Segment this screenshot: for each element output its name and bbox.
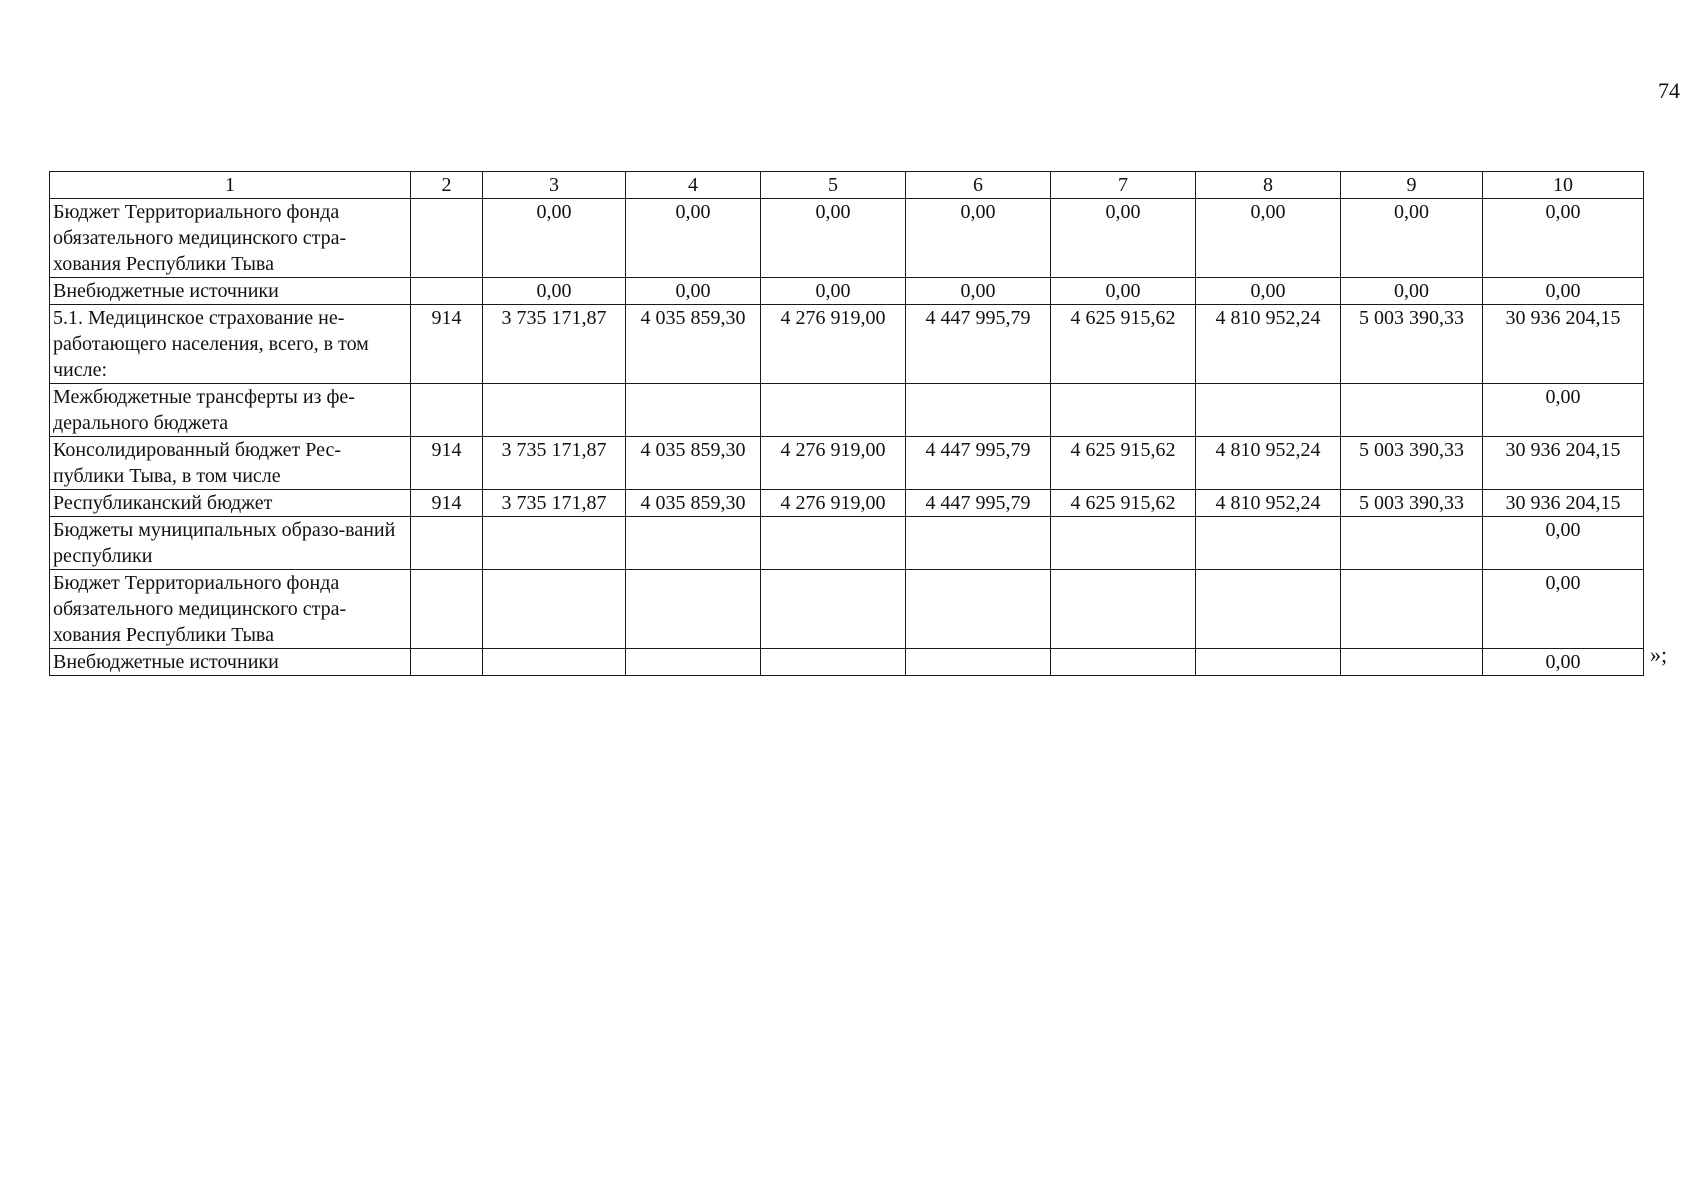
- table-cell: 5 003 390,33: [1341, 305, 1483, 384]
- row-label: Межбюджетные трансферты из фе-дерального бюджета: [50, 384, 411, 437]
- table-cell: [761, 570, 906, 649]
- table-cell: [906, 570, 1051, 649]
- row-label: Бюджет Территориального фонда обязательного медицинского стра-хования Республики Тыва: [50, 570, 411, 649]
- table-cell: [1341, 649, 1483, 676]
- table-row: [50, 517, 1644, 570]
- table-cell: 4 035 859,30: [626, 490, 761, 517]
- table-cell: 4 810 952,24: [1196, 490, 1341, 517]
- table-cell: 0,00: [1196, 199, 1341, 278]
- table-cell: [1196, 517, 1341, 570]
- table-cell: [1051, 570, 1196, 649]
- table-cell: 0,00: [761, 199, 906, 278]
- table-cell: 4 276 919,00: [761, 490, 906, 517]
- table-cell: 3 735 171,87: [483, 490, 626, 517]
- table-cell: [411, 199, 483, 278]
- column-header: 5: [761, 172, 906, 199]
- table-row: [50, 649, 1644, 676]
- budget-table: [49, 171, 1644, 676]
- table-row: [50, 384, 1644, 437]
- table-cell: 5 003 390,33: [1341, 490, 1483, 517]
- table-cell: 30 936 204,15: [1483, 437, 1644, 490]
- table-cell: [761, 649, 906, 676]
- table-row: [50, 278, 1644, 305]
- table-row: [50, 305, 1644, 384]
- table-cell: 0,00: [1483, 649, 1644, 676]
- table-cell: [1196, 570, 1341, 649]
- column-header: 6: [906, 172, 1051, 199]
- table-cell: [906, 649, 1051, 676]
- table-cell: 4 276 919,00: [761, 437, 906, 490]
- table-cell: [626, 649, 761, 676]
- table-cell: [411, 384, 483, 437]
- table-cell: 0,00: [626, 278, 761, 305]
- table-header-row: [50, 172, 1644, 199]
- table-cell: [1196, 384, 1341, 437]
- table-cell: 0,00: [1051, 199, 1196, 278]
- column-header: 8: [1196, 172, 1341, 199]
- column-header: 3: [483, 172, 626, 199]
- table-cell: 0,00: [906, 199, 1051, 278]
- table-cell: [483, 517, 626, 570]
- column-header: 9: [1341, 172, 1483, 199]
- table-cell: 3 735 171,87: [483, 437, 626, 490]
- table-cell: 3 735 171,87: [483, 305, 626, 384]
- table-cell: 914: [411, 437, 483, 490]
- table-cell: 4 035 859,30: [626, 437, 761, 490]
- closing-quote-mark: »;: [1650, 642, 1668, 667]
- table-cell: 4 625 915,62: [1051, 437, 1196, 490]
- table-cell: [1051, 517, 1196, 570]
- column-header: 4: [626, 172, 761, 199]
- table-cell: 0,00: [1341, 278, 1483, 305]
- table-cell: 0,00: [1483, 199, 1644, 278]
- table-cell: 30 936 204,15: [1483, 490, 1644, 517]
- column-header: 2: [411, 172, 483, 199]
- table-cell: 4 276 919,00: [761, 305, 906, 384]
- table-cell: 0,00: [1483, 278, 1644, 305]
- table-cell: 0,00: [483, 278, 626, 305]
- table-row: [50, 490, 1644, 517]
- row-label: Внебюджетные источники: [50, 278, 411, 305]
- table-cell: [411, 649, 483, 676]
- table-cell: [1051, 384, 1196, 437]
- table-cell: [626, 570, 761, 649]
- table-cell: [906, 517, 1051, 570]
- row-label: Бюджет Территориального фонда обязательного медицинского стра-хования Республики Тыва: [50, 199, 411, 278]
- table-cell: [626, 384, 761, 437]
- table-cell: [626, 517, 761, 570]
- table-cell: 4 447 995,79: [906, 490, 1051, 517]
- table-cell: [1051, 649, 1196, 676]
- table-row: [50, 437, 1644, 490]
- table-cell: [1341, 517, 1483, 570]
- page-number: 74: [1658, 78, 1680, 103]
- table-cell: 4 625 915,62: [1051, 490, 1196, 517]
- column-header: 1: [50, 172, 411, 199]
- table-cell: 0,00: [1051, 278, 1196, 305]
- table-cell: [411, 570, 483, 649]
- table-cell: [411, 278, 483, 305]
- table-cell: [761, 517, 906, 570]
- table-cell: [1341, 570, 1483, 649]
- table-cell: 4 625 915,62: [1051, 305, 1196, 384]
- table-cell: 914: [411, 490, 483, 517]
- table-cell: [906, 384, 1051, 437]
- row-label: Консолидированный бюджет Рес-публики Тыва, в том числе: [50, 437, 411, 490]
- table-cell: [411, 517, 483, 570]
- table-cell: 4 810 952,24: [1196, 437, 1341, 490]
- table-cell: 0,00: [626, 199, 761, 278]
- row-label: Республиканский бюджет: [50, 490, 411, 517]
- table-cell: 4 447 995,79: [906, 437, 1051, 490]
- table-cell: [761, 384, 906, 437]
- table-cell: 4 447 995,79: [906, 305, 1051, 384]
- table-cell: 0,00: [761, 278, 906, 305]
- table-cell: 4 035 859,30: [626, 305, 761, 384]
- table-cell: [1341, 384, 1483, 437]
- table-cell: 30 936 204,15: [1483, 305, 1644, 384]
- table-cell: 4 810 952,24: [1196, 305, 1341, 384]
- table-cell: 0,00: [1341, 199, 1483, 278]
- table-cell: 914: [411, 305, 483, 384]
- table-cell: 0,00: [906, 278, 1051, 305]
- row-label: Бюджеты муниципальных образо-ваний республики: [50, 517, 411, 570]
- table-row: [50, 199, 1644, 278]
- table-cell: 0,00: [1483, 570, 1644, 649]
- row-label: 5.1. Медицинское страхование не-работающего населения, всего, в том числе:: [50, 305, 411, 384]
- table-cell: [1196, 649, 1341, 676]
- table-cell: 0,00: [1196, 278, 1341, 305]
- table-cell: [483, 384, 626, 437]
- table-cell: 0,00: [483, 199, 626, 278]
- row-label: Внебюджетные источники: [50, 649, 411, 676]
- table-cell: [483, 649, 626, 676]
- column-header: 10: [1483, 172, 1644, 199]
- table-cell: [483, 570, 626, 649]
- table-cell: 0,00: [1483, 384, 1644, 437]
- table-row: [50, 570, 1644, 649]
- table-cell: 0,00: [1483, 517, 1644, 570]
- column-header: 7: [1051, 172, 1196, 199]
- table-cell: 5 003 390,33: [1341, 437, 1483, 490]
